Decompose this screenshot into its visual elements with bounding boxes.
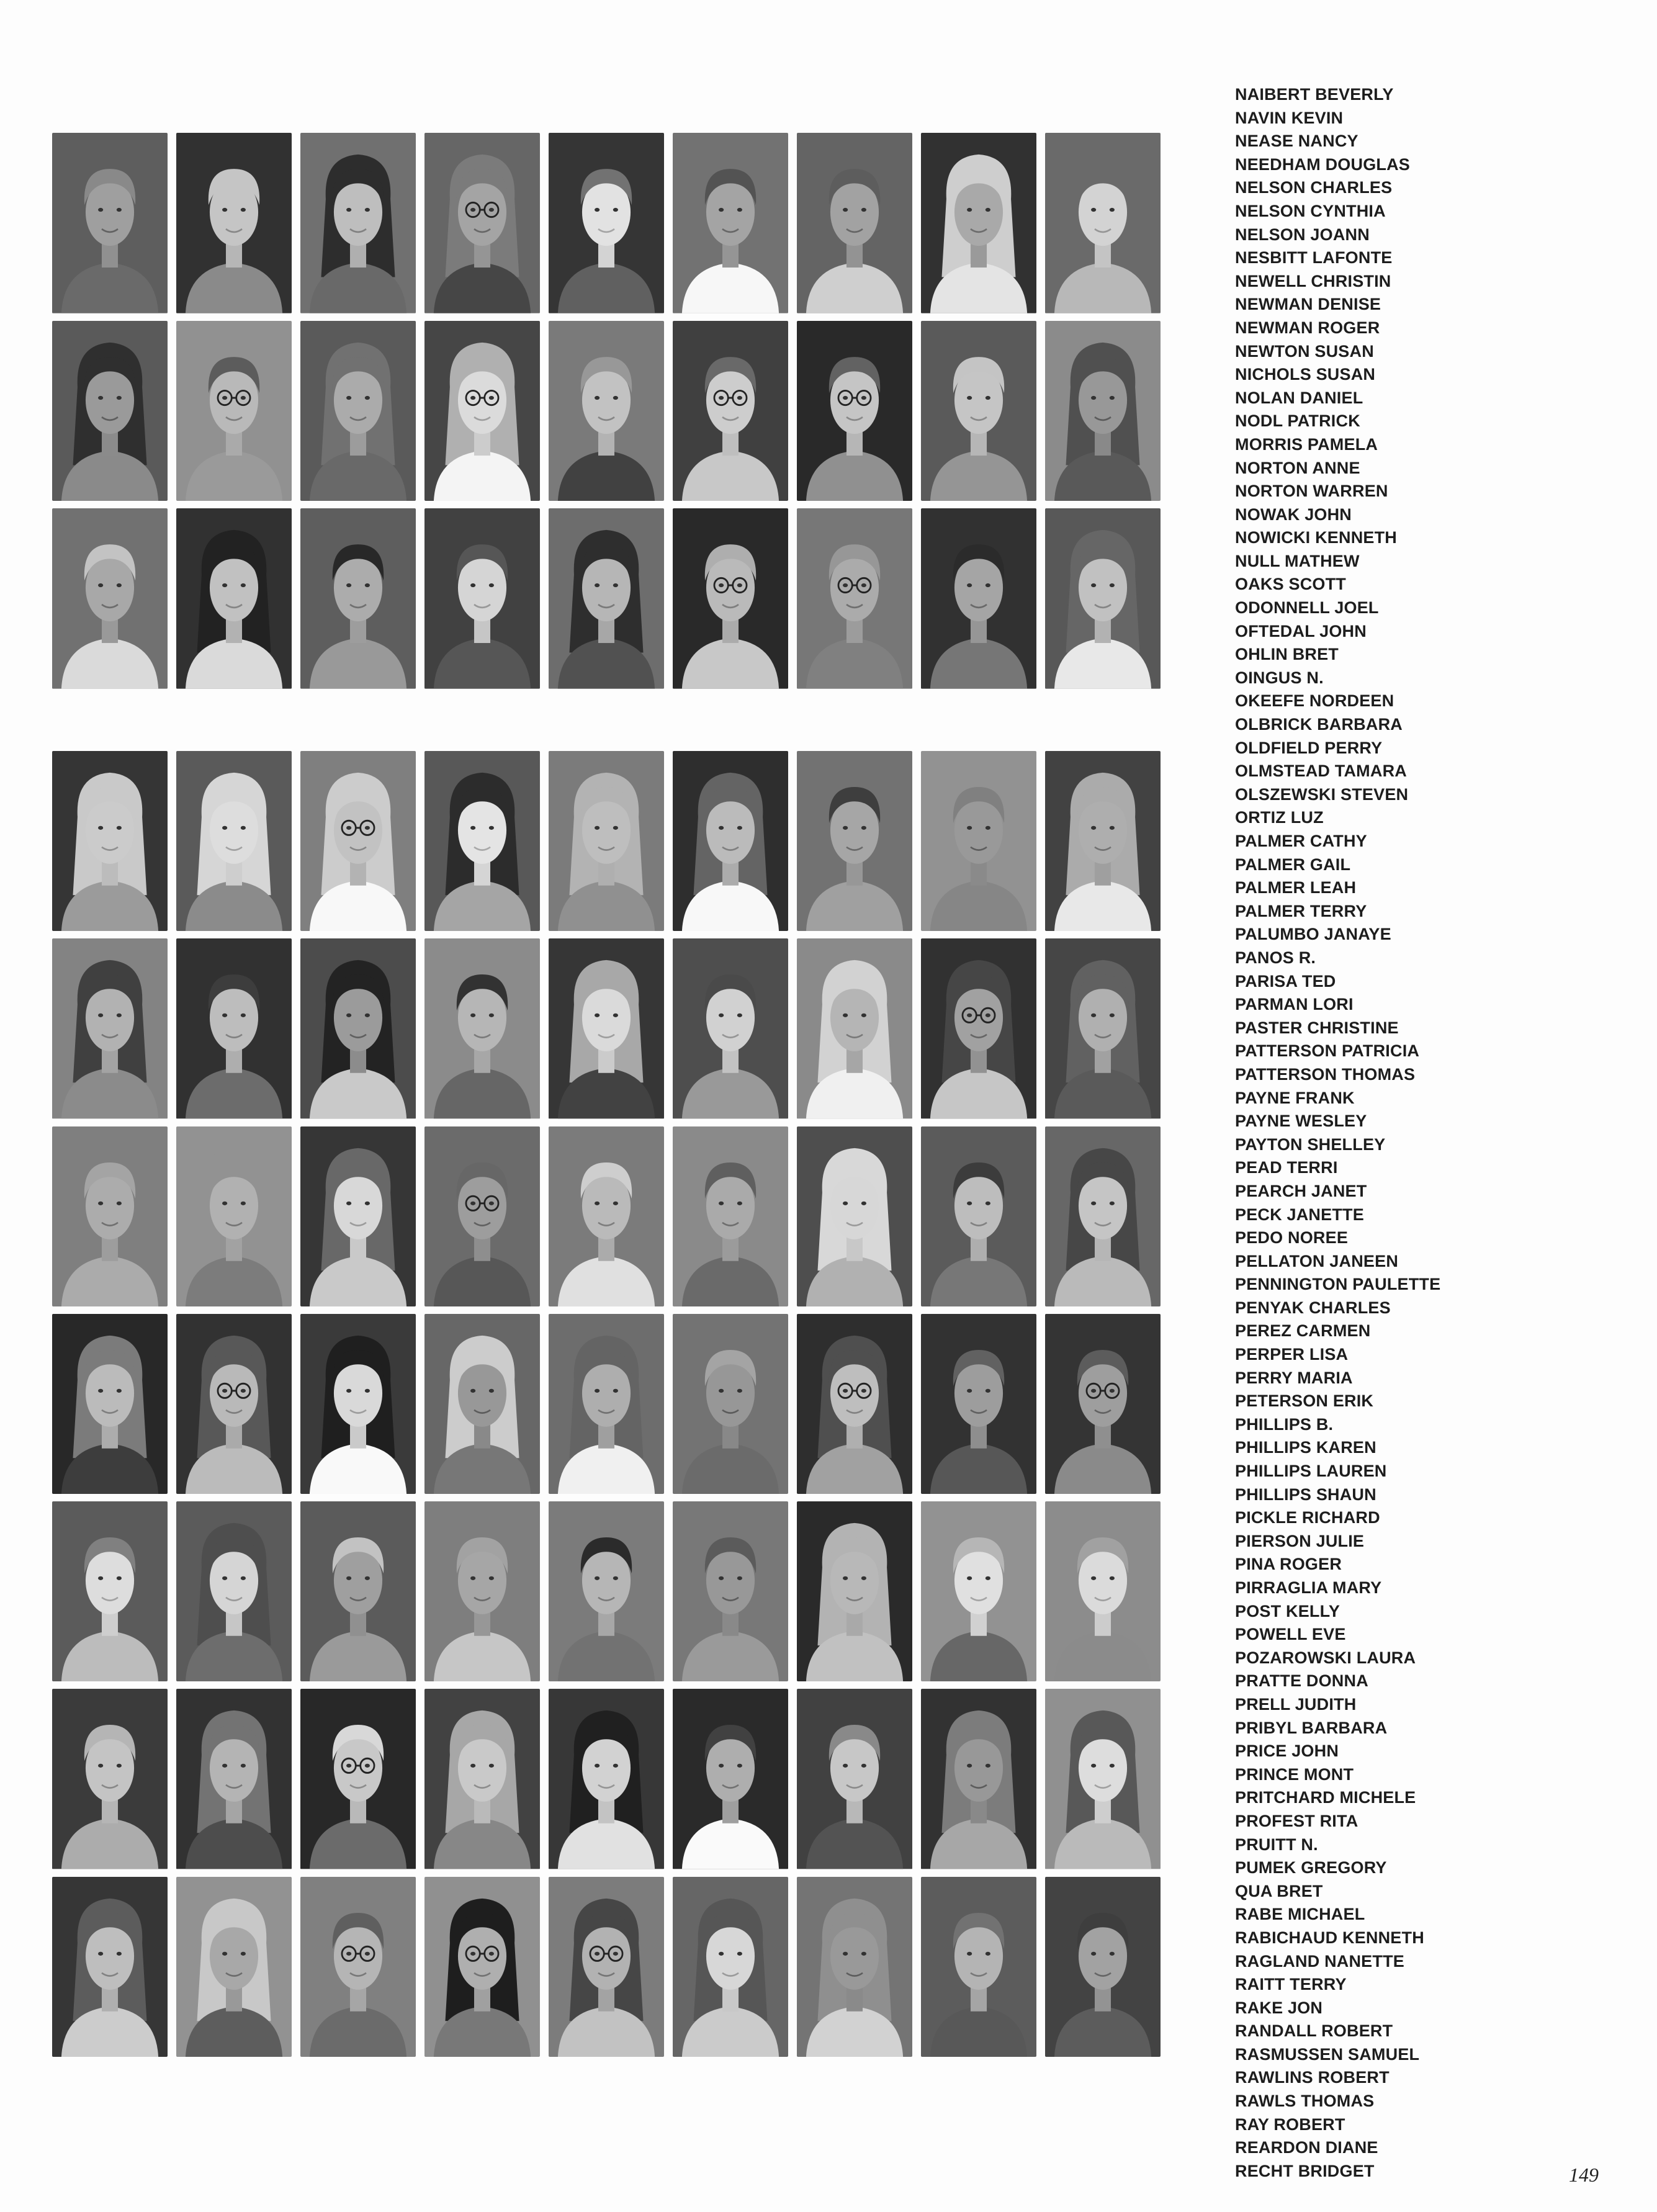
- student-name: PAYNE FRANK: [1235, 1088, 1355, 1107]
- student-name: PHILLIPS LAUREN: [1235, 1462, 1387, 1481]
- student-name: NORTON ANNE: [1235, 458, 1360, 477]
- student-portrait: [549, 1689, 664, 1869]
- student-portrait: [549, 1314, 664, 1494]
- student-portrait: [673, 508, 788, 689]
- student-portrait: [673, 1689, 788, 1869]
- student-portrait: [1045, 133, 1161, 313]
- student-portrait: [176, 1501, 292, 1681]
- student-portrait: [52, 1126, 168, 1306]
- student-portrait: [424, 1126, 540, 1306]
- student-portrait: [921, 751, 1036, 931]
- student-portrait: [176, 751, 292, 931]
- student-name: PALMER GAIL: [1235, 855, 1351, 874]
- student-name: OLMSTEAD TAMARA: [1235, 762, 1407, 781]
- student-portrait: [921, 1877, 1036, 2057]
- student-portrait: [549, 133, 664, 313]
- student-name: PECK JANETTE: [1235, 1205, 1364, 1224]
- student-name: PEDO NOREE: [1235, 1228, 1349, 1248]
- student-portrait: [797, 938, 912, 1118]
- student-name: NELSON JOANN: [1235, 225, 1370, 244]
- student-name: OINGUS N.: [1235, 668, 1324, 687]
- student-name: PARISA TED: [1235, 971, 1336, 991]
- student-portrait: [300, 133, 416, 313]
- student-name: PARMAN LORI: [1235, 995, 1354, 1014]
- student-name: PHILLIPS SHAUN: [1235, 1485, 1376, 1504]
- student-portrait: [549, 508, 664, 689]
- student-portrait: [176, 938, 292, 1118]
- student-name: PALMER CATHY: [1235, 832, 1367, 850]
- student-portrait: [176, 508, 292, 689]
- student-portrait: [797, 1501, 912, 1681]
- student-portrait: [176, 133, 292, 313]
- student-portrait: [176, 1877, 292, 2057]
- student-portrait: [424, 508, 540, 689]
- student-name: OAKS SCOTT: [1235, 575, 1347, 594]
- student-name: NOWAK JOHN: [1235, 505, 1352, 524]
- student-portrait: [673, 1501, 788, 1681]
- student-name: RASMUSSEN SAMUEL: [1235, 2044, 1420, 2064]
- student-name: RAKE JON: [1235, 1998, 1323, 2017]
- student-portrait: [300, 938, 416, 1118]
- student-portrait: [424, 938, 540, 1118]
- student-name: PAYNE WESLEY: [1235, 1112, 1367, 1131]
- student-portrait: [673, 1126, 788, 1306]
- student-portrait: [1045, 321, 1161, 501]
- student-name: RAITT TERRY: [1235, 1975, 1347, 1994]
- student-portrait: [300, 751, 416, 931]
- student-name: PEREZ CARMEN: [1235, 1321, 1371, 1341]
- student-portrait: [673, 751, 788, 931]
- student-portrait: [797, 133, 912, 313]
- student-portrait: [921, 1501, 1036, 1681]
- student-name: POST KELLY: [1235, 1601, 1340, 1621]
- student-portrait: [52, 938, 168, 1118]
- student-name: PENYAK CHARLES: [1235, 1298, 1391, 1317]
- student-name: PERRY MARIA: [1235, 1368, 1353, 1387]
- student-portrait: [549, 321, 664, 501]
- student-name: POWELL EVE: [1235, 1625, 1346, 1644]
- student-name: NEASE NANCY: [1235, 132, 1358, 151]
- student-name: NAIBERT BEVERLY: [1235, 85, 1394, 104]
- student-portrait: [921, 1314, 1036, 1494]
- student-portrait: [300, 1689, 416, 1869]
- student-name: RAWLS THOMAS: [1235, 2092, 1375, 2111]
- student-portrait: [52, 133, 168, 313]
- student-portrait: [1045, 1501, 1161, 1681]
- student-portrait: [797, 1126, 912, 1306]
- student-portrait: [797, 321, 912, 501]
- student-portrait: [549, 938, 664, 1118]
- student-name: OHLIN BRET: [1235, 645, 1339, 664]
- student-portrait: [673, 938, 788, 1118]
- student-portrait: [300, 1877, 416, 2057]
- student-name: NOWICKI KENNETH: [1235, 528, 1397, 547]
- student-name: PEARCH JANET: [1235, 1181, 1367, 1200]
- student-name: PAYTON SHELLEY: [1235, 1135, 1386, 1154]
- student-name: NEEDHAM DOUGLAS: [1235, 155, 1411, 174]
- student-portrait: [921, 321, 1036, 501]
- student-portrait: [1045, 751, 1161, 931]
- student-name: ORTIZ LUZ: [1235, 808, 1324, 827]
- student-name: ODONNELL JOEL: [1235, 598, 1379, 618]
- student-portrait: [673, 1314, 788, 1494]
- student-name: PATTERSON PATRICIA: [1235, 1041, 1420, 1061]
- student-portrait: [1045, 508, 1161, 689]
- student-portrait: [176, 1689, 292, 1869]
- student-portrait: [549, 1877, 664, 2057]
- student-portrait: [52, 1689, 168, 1869]
- student-portrait: [921, 938, 1036, 1118]
- student-portrait: [176, 1314, 292, 1494]
- student-portrait: [797, 1314, 912, 1494]
- student-name: PRUITT N.: [1235, 1835, 1318, 1854]
- student-portrait: [300, 1314, 416, 1494]
- student-name: NICHOLS SUSAN: [1235, 365, 1376, 384]
- student-name: OFTEDAL JOHN: [1235, 621, 1367, 641]
- student-name: PRATTE DONNA: [1235, 1671, 1368, 1691]
- student-name: OLDFIELD PERRY: [1235, 738, 1383, 757]
- student-name: OKEEFE NORDEEN: [1235, 691, 1394, 711]
- student-portrait: [921, 1126, 1036, 1306]
- student-name: NEWELL CHRISTIN: [1235, 271, 1391, 290]
- student-name: QUA BRET: [1235, 1881, 1323, 1900]
- student-name: REARDON DIANE: [1235, 2138, 1378, 2157]
- student-name: PICKLE RICHARD: [1235, 1508, 1380, 1527]
- student-portrait: [52, 1501, 168, 1681]
- student-portrait: [673, 1877, 788, 2057]
- student-portrait: [300, 1501, 416, 1681]
- student-portrait: [921, 133, 1036, 313]
- student-portrait: [424, 1314, 540, 1494]
- student-name: NEWMAN DENISE: [1235, 295, 1381, 314]
- student-portrait: [1045, 1126, 1161, 1306]
- student-name: NEWMAN ROGER: [1235, 318, 1380, 337]
- student-name: PROFEST RITA: [1235, 1811, 1358, 1830]
- student-name: OLBRICK BARBARA: [1235, 715, 1403, 734]
- student-name: PATTERSON THOMAS: [1235, 1064, 1416, 1084]
- student-name: NAVIN KEVIN: [1235, 108, 1344, 127]
- student-portrait: [300, 508, 416, 689]
- student-portrait: [797, 1877, 912, 2057]
- student-portrait: [52, 751, 168, 931]
- student-portrait: [797, 1689, 912, 1869]
- student-name: RABE MICHAEL: [1235, 1905, 1365, 1924]
- student-name: PANOS R.: [1235, 948, 1316, 967]
- student-name: RAY ROBERT: [1235, 2115, 1345, 2134]
- student-portrait: [52, 321, 168, 501]
- portrait-grid-bottom: [52, 751, 1161, 2057]
- student-name: PRINCE MONT: [1235, 1765, 1354, 1784]
- student-portrait: [176, 1126, 292, 1306]
- student-portrait: [300, 321, 416, 501]
- student-portrait: [1045, 1877, 1161, 2057]
- portrait-grid-top: [52, 133, 1161, 689]
- student-name: RAGLAND NANETTE: [1235, 1951, 1404, 1971]
- student-name: RABICHAUD KENNETH: [1235, 1928, 1424, 1947]
- student-name: MORRIS PAMELA: [1235, 434, 1378, 454]
- student-portrait: [424, 1877, 540, 2057]
- student-name: PHILLIPS B.: [1235, 1414, 1334, 1434]
- student-name: PHILLIPS KAREN: [1235, 1438, 1376, 1457]
- student-portrait: [52, 1877, 168, 2057]
- student-name: NORTON WARREN: [1235, 482, 1388, 501]
- student-name: NULL MATHEW: [1235, 551, 1360, 570]
- student-name: POZAROWSKI LAURA: [1235, 1648, 1416, 1667]
- student-name: PETERSON ERIK: [1235, 1391, 1374, 1411]
- student-portrait: [424, 1501, 540, 1681]
- student-name: PRITCHARD MICHELE: [1235, 1788, 1416, 1807]
- student-portrait: [1045, 1314, 1161, 1494]
- student-name: PASTER CHRISTINE: [1235, 1018, 1399, 1037]
- student-name: RAWLINS ROBERT: [1235, 2068, 1390, 2087]
- student-name: PENNINGTON PAULETTE: [1235, 1275, 1441, 1294]
- student-portrait: [1045, 1689, 1161, 1869]
- student-portrait: [797, 508, 912, 689]
- student-portrait: [673, 133, 788, 313]
- student-name: PIRRAGLIA MARY: [1235, 1578, 1382, 1597]
- student-portrait: [300, 1126, 416, 1306]
- student-portrait: [549, 751, 664, 931]
- student-name: PALUMBO JANAYE: [1235, 925, 1391, 944]
- student-portrait: [1045, 938, 1161, 1118]
- student-portrait: [424, 1689, 540, 1869]
- student-portrait: [549, 1501, 664, 1681]
- student-portrait: [673, 321, 788, 501]
- student-portrait: [176, 321, 292, 501]
- student-name: PERPER LISA: [1235, 1345, 1349, 1364]
- student-portrait: [424, 133, 540, 313]
- student-name: NELSON CYNTHIA: [1235, 201, 1386, 220]
- student-name: NOLAN DANIEL: [1235, 388, 1363, 407]
- student-name: PINA ROGER: [1235, 1555, 1342, 1574]
- student-portrait: [424, 751, 540, 931]
- student-name: PEAD TERRI: [1235, 1158, 1338, 1177]
- student-portrait: [921, 1689, 1036, 1869]
- student-name: RECHT BRIDGET: [1235, 2161, 1375, 2180]
- student-name: NELSON CHARLES: [1235, 178, 1393, 197]
- student-name: NODL PATRICK: [1235, 411, 1360, 431]
- student-portrait: [424, 321, 540, 501]
- student-portrait: [549, 1126, 664, 1306]
- student-name-list: [1235, 83, 1583, 2183]
- student-name: PELLATON JANEEN: [1235, 1251, 1399, 1270]
- student-name: PRICE JOHN: [1235, 1742, 1339, 1761]
- student-name: PRIBYL BARBARA: [1235, 1718, 1388, 1737]
- student-name: NESBITT LAFONTE: [1235, 248, 1393, 268]
- student-name: OLSZEWSKI STEVEN: [1235, 785, 1409, 804]
- student-portrait: [797, 751, 912, 931]
- student-portrait: [52, 508, 168, 689]
- student-name: RANDALL ROBERT: [1235, 2021, 1393, 2041]
- student-name: PIERSON JULIE: [1235, 1531, 1365, 1550]
- student-portrait: [921, 508, 1036, 689]
- student-name: PRELL JUDITH: [1235, 1694, 1357, 1714]
- student-name: NEWTON SUSAN: [1235, 341, 1374, 361]
- student-name: PALMER LEAH: [1235, 878, 1357, 897]
- student-name: PUMEK GREGORY: [1235, 1858, 1387, 1877]
- page-number: 149: [1569, 2164, 1599, 2186]
- student-portrait: [52, 1314, 168, 1494]
- student-name: PALMER TERRY: [1235, 901, 1367, 920]
